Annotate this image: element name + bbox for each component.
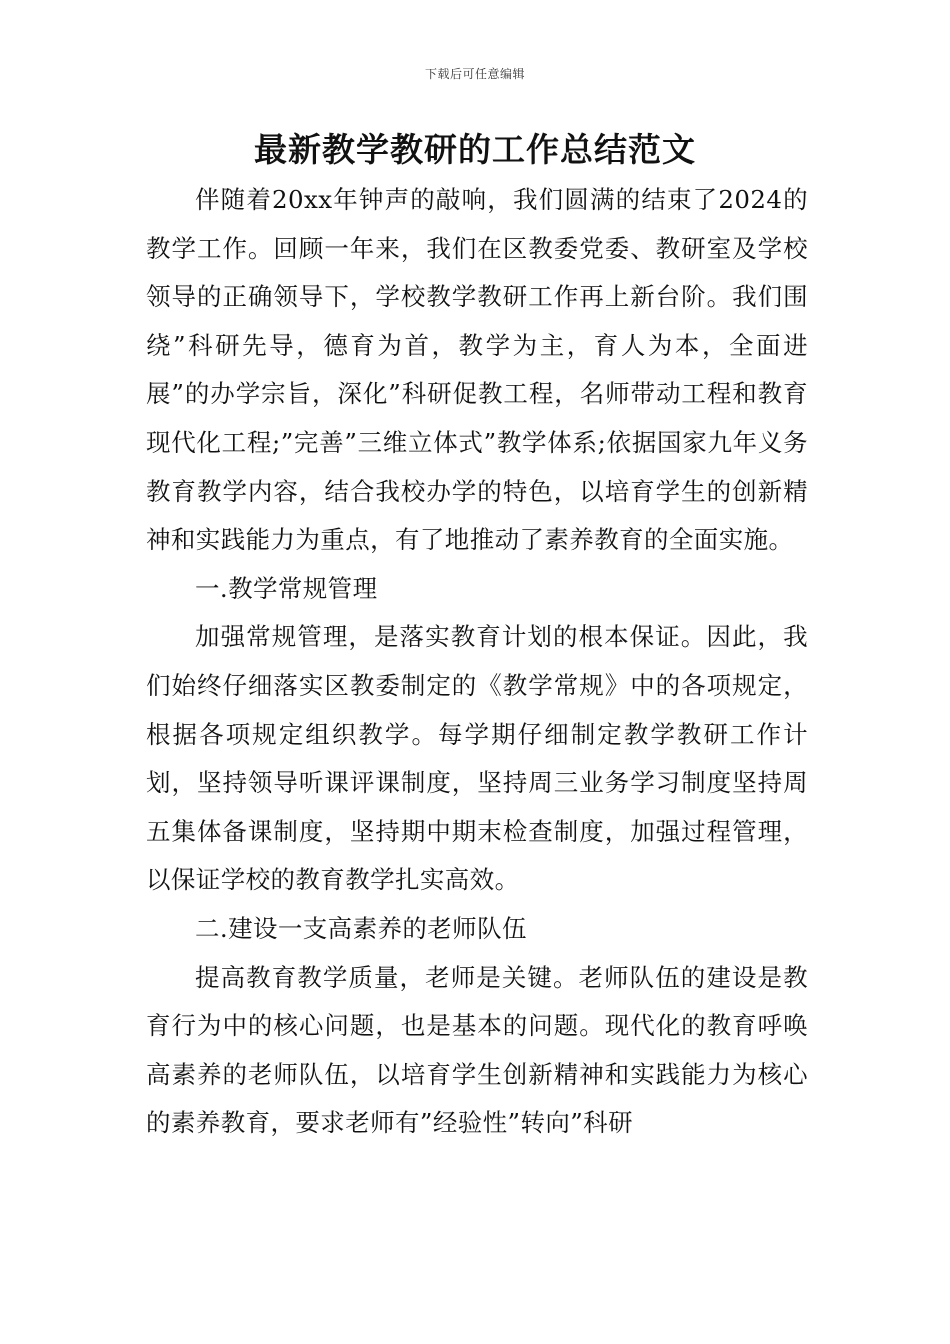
paragraph-intro: 伴随着20xx年钟声的敲响，我们圆满的结束了2024的教学工作。回顾一年来，我们在区教委党委、教研室及学校领导的正确领导下，学校教学教研工作再上新台阶。我们围绕”科研先导，德育为首，教学为主，育人为本，全面进展”的办学宗旨，深化”科研促教工程，名师带动工程和教育现代化工程;”完善”三维立体式”教学体系;依据国家九年义务教育教学内容，结合我校办学的特色，以培育学生的创新精神和实践能力为重点，有了地推动了素养教育的全面实施。	[146, 185, 808, 555]
paragraph-routine-management: 加强常规管理，是落实教育计划的根本保证。因此，我们始终仔细落实区教委制定的《教学常规》中的各项规定，根据各项规定组织教学。每学期仔细制定教学教研工作计划，坚持领导听课评课制度，坚持周三业务学习制度坚持周五集体备课制度，坚持期中期末检查制度，加强过程管理，以保证学校的教育教学扎实高效。	[146, 622, 808, 895]
header-note: 下载后可任意编辑	[424, 67, 525, 81]
document-title: 最新教学教研的工作总结范文	[254, 130, 696, 169]
paragraph-teacher-team: 提高教育教学质量，老师是关键。老师队伍的建设是教育行为中的核心问题，也是基本的问题。现代化的教育呼唤高素养的老师队伍，以培育学生创新精神和实践能力为核心的素养教育，要求老师有”经验性”转向”科研	[146, 962, 808, 1138]
section-heading-1: 一.教学常规管理	[195, 573, 378, 603]
section-heading-2: 二.建设一支高素养的老师队伍	[195, 913, 527, 943]
document-body	[146, 176, 808, 1148]
